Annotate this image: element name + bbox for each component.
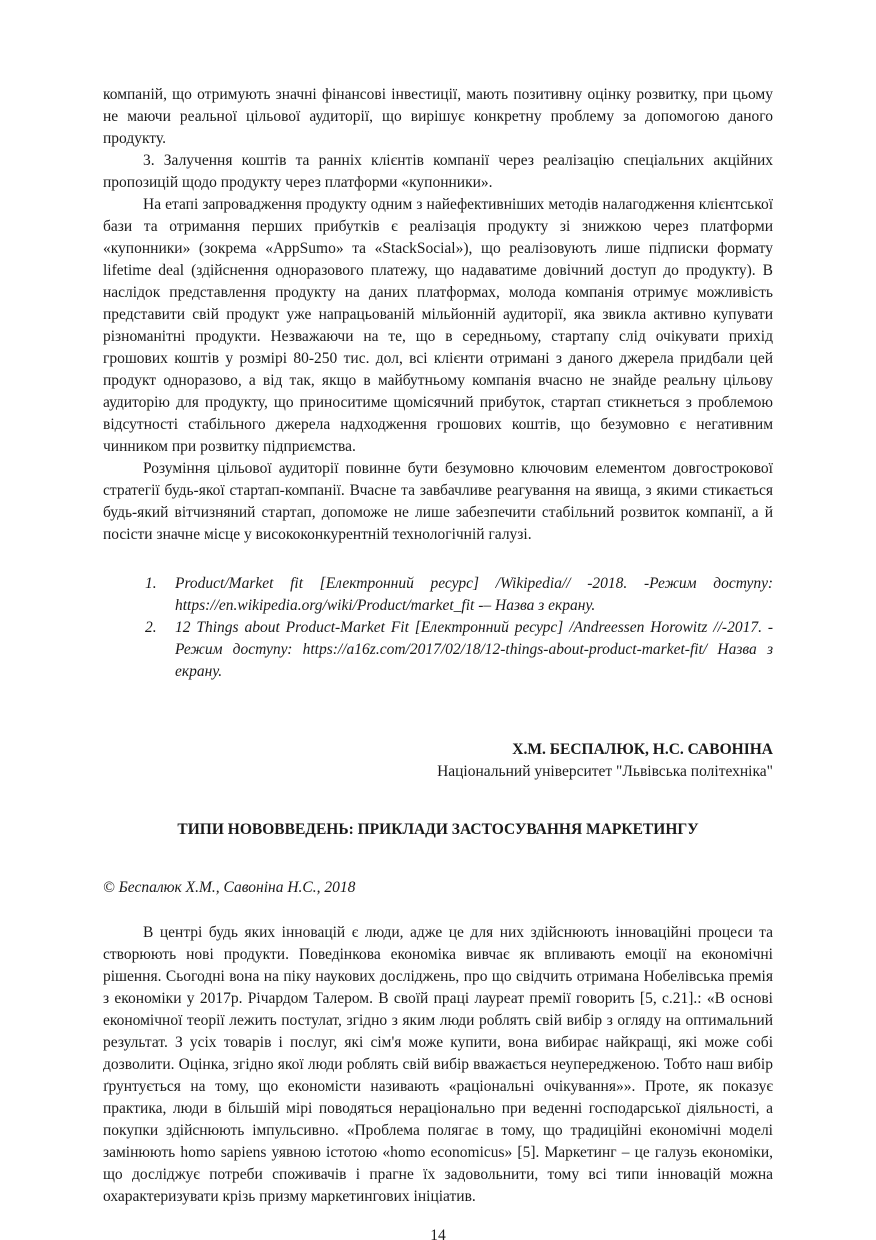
reference-item xyxy=(145,617,773,683)
body-paragraph: В центрі будь яких інновацій є люди, адже це для них здійснюють інноваційні процеси та створюють нові продукти. Поведінкова економіка вивчає як впливають емоції на економічні рішення. Сьогодні вона на піку наукових досліджень, про що свідчить отримана Нобелівська премія з економіки у 2017р. Річардом Талером. В своїй праці лауреат премії говорить [5, с.21].: «В основі економічної теорії лежить постулат, згідно з яким люди роблять свій вибір з огляду на оптимальний результат. З усіх товарів і послуг, які сім'я може купити, вона вибирає найкращі, які може собі дозволити. Оцінка, згідно якої люди роблять свій вибір вважається неупередженою. Тобто наш вибір ґрунтується на тому, що економісти називають «раціональні очікування»». Проте, як показує практика, люди в більшій мірі поводяться нераціонально при веденні господарської діяльності, а покупки здійснюють імпульсивно. «Проблема полягає в тому, що традиційні економічні моделі замінюють homo sapiens уявною істотою «homo economicus» [5]. Маркетинг – це галузь економіки, що досліджує потреби споживачів і прагне їх задовольнити, тому всі типи інновацій можна охарактеризувати крізь призму маркетингових ініціатив. xyxy=(103,924,773,1205)
paragraph-target-audience: Розуміння цільової аудиторії повинне бути безумовно ключовим елементом довгострокової стратегії будь-якої стартап-компанії. Вчасне та завбачливе реагування на явища, з якими стикається будь-який вітчизняний стартап, допоможе не лише забезпечити стабільний розвиток компанії, а й посісти значне місце у висококонкурентній технологічній галузі. xyxy=(103,460,773,543)
reference-list xyxy=(103,573,773,683)
reference-text: 12 Things about Product-Market Fit [Електронний ресурс] /Andreessen Horowitz //-2017. - Режим доступу: https://a16z.com/2017/02/18/12-things-about-product-market-fit/ Назва з екрану. xyxy=(175,619,773,680)
page-number: 14 xyxy=(430,1227,446,1240)
paragraph-coupon-platforms: На етапі запровадження продукту одним з найефективніших методів налагодження клієнтської бази та отримання перших прибутків є реалізація продукту зі знижкою через платформи «купонники» (зокрема «AppSumo» та «StackSocial»), що реалізовують лише підписки формату lifetime deal (здійснення одноразового платежу, що надаватиме довічний доступ до продукту). В наслідок представлення продукту на даних платформах, молода компанія отримує можливість представити свій продукт уже напрацьованій мільйонній аудиторії, яка звикла активно купувати різноманітні продукти. Незважаючи на те, що в середньому, стартапу слід очікувати прихід грошових коштів у розмірі 80-250 тис. дол, всі клієнти отримані з даного джерела придбали цей продукт одноразово, а від так, якщо в майбутньому компанія вчасно не знайде реальну цільову аудиторію для продукту, що приноситиме щомісячний прибуток, стартап стикнеться з проблемою відсутності стабільного джерела надходження грошових коштів, що безумовно є негативним чинником при розвитку підприємства. xyxy=(103,196,773,455)
reference-text: Product/Market fit [Електронний ресурс] /Wikipedia// -2018. -Режим доступу: https://en.wikipedia.org/wiki/Product/market_fit -– Назва з екрану. xyxy=(175,575,773,614)
paragraph-continuation: компаній, що отримують значні фінансові інвестиції, мають позитивну оцінку розвитку, при цьому не маючи реальної цільової аудиторії, що вирішує конкретну проблему за допомогою даного продукту. xyxy=(103,86,773,147)
reference-number: 1. xyxy=(145,575,157,592)
reference-item xyxy=(145,573,773,617)
paragraph-list-item-3: 3. Залучення коштів та ранніх клієнтів компанії через реалізацію спеціальних акційних пропозицій щодо продукту через платформи «купонники». xyxy=(103,152,773,191)
article-title: ТИПИ НОВОВВЕДЕНЬ: ПРИКЛАДИ ЗАСТОСУВАННЯ МАРКЕТИНГУ xyxy=(177,821,699,838)
authors-line: Х.М. БЕСПАЛЮК, Н.С. САВОНІНА xyxy=(512,741,773,758)
reference-number: 2. xyxy=(145,619,157,636)
authors-block xyxy=(103,739,773,783)
affiliation-line: Національний університет "Львівська політехніка" xyxy=(437,763,773,780)
copyright-line: © Беспалюк Х.М., Савоніна Н.С., 2018 xyxy=(103,879,356,896)
